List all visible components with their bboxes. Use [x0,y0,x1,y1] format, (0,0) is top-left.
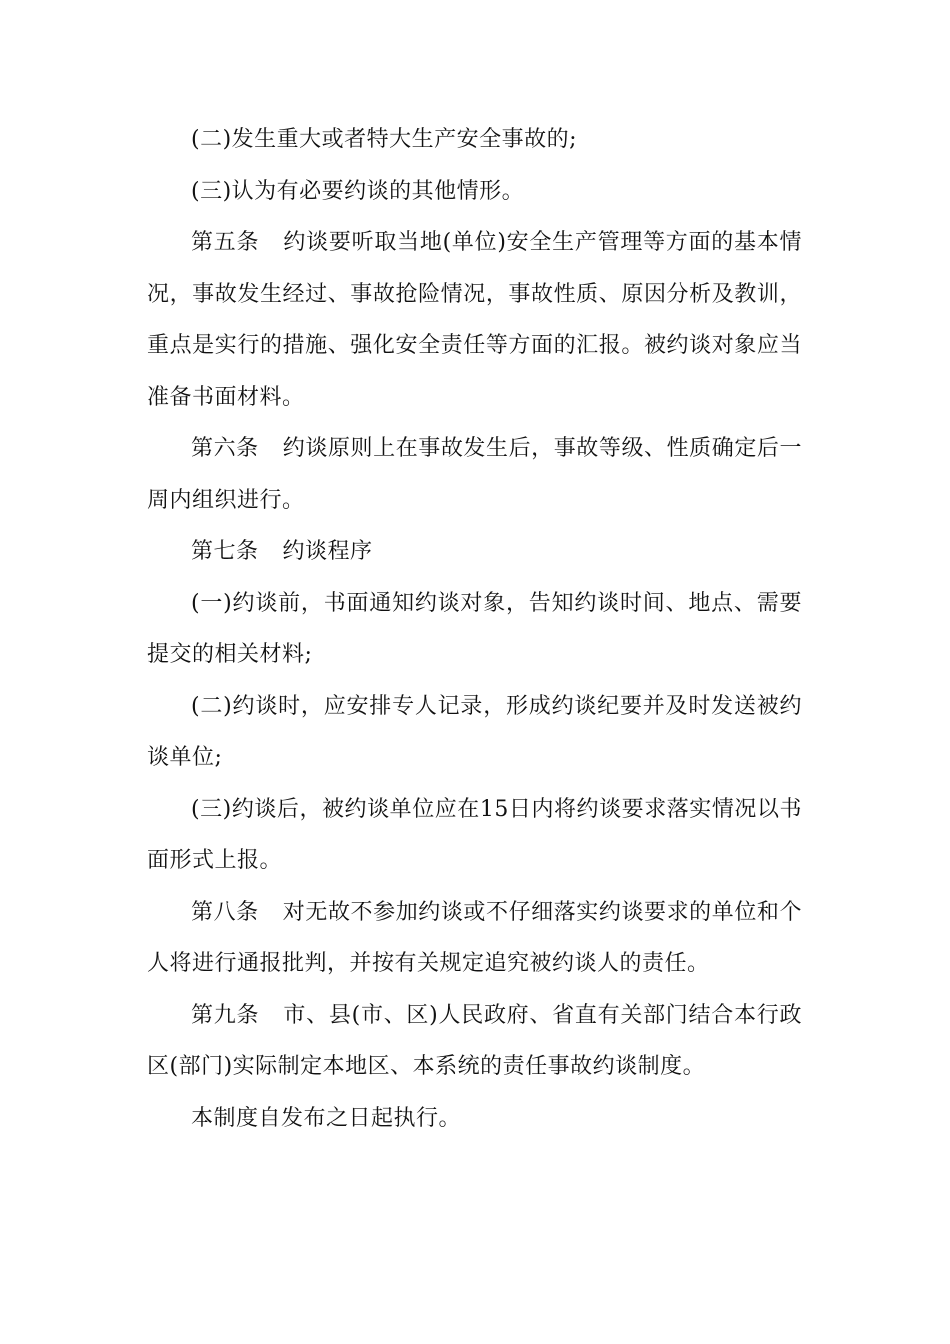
procedure-item-3 [147,784,802,887]
article-5 [147,217,802,423]
article-text: 市、县(市、区)人民政府、省直有关部门结合本行政区(部门)实际制定本地区、本系统的责任事故约谈制度。 [147,1002,802,1079]
paragraph-text: (二)发生重大或者特大生产安全事故的; [191,127,578,152]
article-heading: 第六条 [191,436,259,461]
article-heading: 第七条 [191,539,259,564]
document-body [147,114,802,1144]
paragraph-text: (三)约谈后，被约谈单位应在15日内将约谈要求落实情况以书面形式上报。 [147,796,802,873]
article-heading: 第九条 [191,1002,260,1028]
article-6 [147,423,802,526]
effective-clause [147,1093,802,1145]
article-7 [147,526,802,578]
article-text: 约谈原则上在事故发生后，事故等级、性质确定后一周内组织进行。 [147,436,802,513]
article-8 [147,887,802,990]
article-text: 约谈程序 [282,539,373,564]
paragraph-text: (一)约谈前，书面通知约谈对象，告知约谈时间、地点、需要提交的相关材料; [147,590,802,667]
paragraph-text: (二)约谈时，应安排专人记录，形成约谈纪要并及时发送被约谈单位; [147,693,802,770]
article-text: 对无故不参加约谈或不仔细落实约谈要求的单位和个人将进行通报批判，并按有关规定追究被约谈人的责任。 [147,899,802,976]
article-text: 约谈要听取当地(单位)安全生产管理等方面的基本情况，事故发生经过、事故抢险情况，事故性质、原因分析及教训，重点是实行的措施、强化安全责任等方面的汇报。被约谈对象应当准备书面材料。 [147,230,802,410]
paragraph-item-2 [147,114,802,166]
article-heading: 第八条 [191,899,259,925]
article-heading: 第五条 [191,230,260,255]
paragraph-text: (三)认为有必要约谈的其他情形。 [191,178,525,204]
procedure-item-2 [147,681,802,784]
article-9 [147,990,802,1093]
paragraph-text: 本制度自发布之日起执行。 [191,1105,462,1131]
procedure-item-1 [147,578,802,681]
paragraph-item-3 [147,166,802,218]
